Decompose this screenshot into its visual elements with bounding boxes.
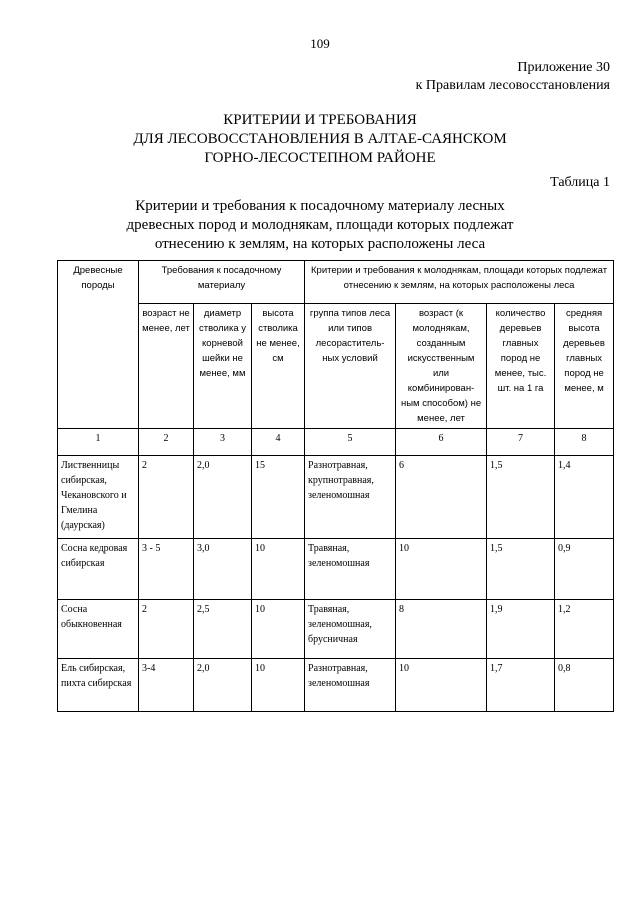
subheader-height: высота стволика не менее, см (252, 304, 305, 429)
table-subheader-row (58, 304, 614, 429)
column-number: 8 (555, 429, 614, 456)
column-number-row (58, 429, 614, 456)
table-cell: 1,7 (487, 659, 555, 712)
table-cell: 2 (139, 456, 194, 539)
table-cell: 10 (252, 659, 305, 712)
criteria-table (57, 260, 614, 712)
table-caption-line-3: отнесению к землям, на которых расположены леса (154, 236, 486, 252)
table-cell-species: Сосна обыкновенная (58, 600, 139, 659)
table-cell: 1,5 (487, 456, 555, 539)
document-title-line-3: ГОРНО-ЛЕСОСТЕПНОМ РАЙОНЕ (204, 150, 436, 166)
table-cell: 10 (396, 659, 487, 712)
table-cell: 8 (396, 600, 487, 659)
table-cell: 0,9 (555, 539, 614, 600)
table-cell: 1,9 (487, 600, 555, 659)
table-cell: 15 (252, 456, 305, 539)
column-number: 1 (58, 429, 139, 456)
table-cell: 10 (252, 600, 305, 659)
table-header-row (58, 261, 614, 304)
table-cell-species: Ель сибирская, пихта сибирская (58, 659, 139, 712)
table-cell: 6 (396, 456, 487, 539)
table-cell: Травяная, зеленомошная (305, 539, 396, 600)
header-planting-material: Требования к посадочному материалу (139, 261, 305, 304)
table-cell-species: Сосна кедровая сибирская (58, 539, 139, 600)
column-number: 5 (305, 429, 396, 456)
table-cell: Разнотравная, крупнотравная, зеленомошная (305, 456, 396, 539)
table-row (58, 600, 614, 659)
column-number: 6 (396, 429, 487, 456)
table-cell: 2 (139, 600, 194, 659)
table-number: Таблица 1 (550, 175, 610, 190)
subheader-age: возраст не менее, лет (139, 304, 194, 429)
column-number: 4 (252, 429, 305, 456)
table-cell: 10 (396, 539, 487, 600)
header-young-stands: Критерии и требования к молоднякам, площади которых подлежат отнесению к землям, на которых расположены леса (305, 261, 614, 304)
appendix-reference: к Правилам лесовосстановления (415, 78, 610, 93)
subheader-diameter: диаметр стволика у корневой шейки не менее, мм (194, 304, 252, 429)
table-row (58, 539, 614, 600)
document-title-line-1: КРИТЕРИИ И ТРЕБОВАНИЯ (223, 112, 417, 128)
table-cell: 3-4 (139, 659, 194, 712)
subheader-stand-age: возраст (к молоднякам, созданным искусственным или комбинирован-ным способом) не менее, лет (396, 304, 487, 429)
table-cell: 1,4 (555, 456, 614, 539)
table-cell: 2,0 (194, 456, 252, 539)
header-species: Древесные породы (58, 261, 139, 429)
table-cell: 2,5 (194, 600, 252, 659)
subheader-forest-type: группа типов леса или типов лесораститель-ных условий (305, 304, 396, 429)
table-cell: 1,5 (487, 539, 555, 600)
column-number: 7 (487, 429, 555, 456)
table-cell-species: Лиственницы сибирская, Чекановского и Гмелина (даурская) (58, 456, 139, 539)
table-cell: 2,0 (194, 659, 252, 712)
table-cell: 10 (252, 539, 305, 600)
table-cell: 1,2 (555, 600, 614, 659)
table-cell: 0,8 (555, 659, 614, 712)
table-cell: 3,0 (194, 539, 252, 600)
column-number: 3 (194, 429, 252, 456)
document-title-line-2: ДЛЯ ЛЕСОВОССТАНОВЛЕНИЯ В АЛТАЕ-САЯНСКОМ (133, 131, 507, 147)
subheader-tree-count: количество деревьев главных пород не менее, тыс. шт. на 1 га (487, 304, 555, 429)
table-row (58, 659, 614, 712)
table-cell: 3 - 5 (139, 539, 194, 600)
table-caption-line-2: древесных пород и молоднякам, площади которых подлежат (126, 217, 514, 233)
table-caption-line-1: Критерии и требования к посадочному материалу лесных (135, 198, 505, 214)
table-cell: Травяная, зеленомошная, брусничная (305, 600, 396, 659)
table-row (58, 456, 614, 539)
table-cell: Разнотравная, зеленомошная (305, 659, 396, 712)
column-number: 2 (139, 429, 194, 456)
page-number: 109 (310, 36, 330, 51)
subheader-average-height: средняя высота деревьев главных пород не менее, м (555, 304, 614, 429)
appendix-label: Приложение 30 (517, 60, 610, 75)
